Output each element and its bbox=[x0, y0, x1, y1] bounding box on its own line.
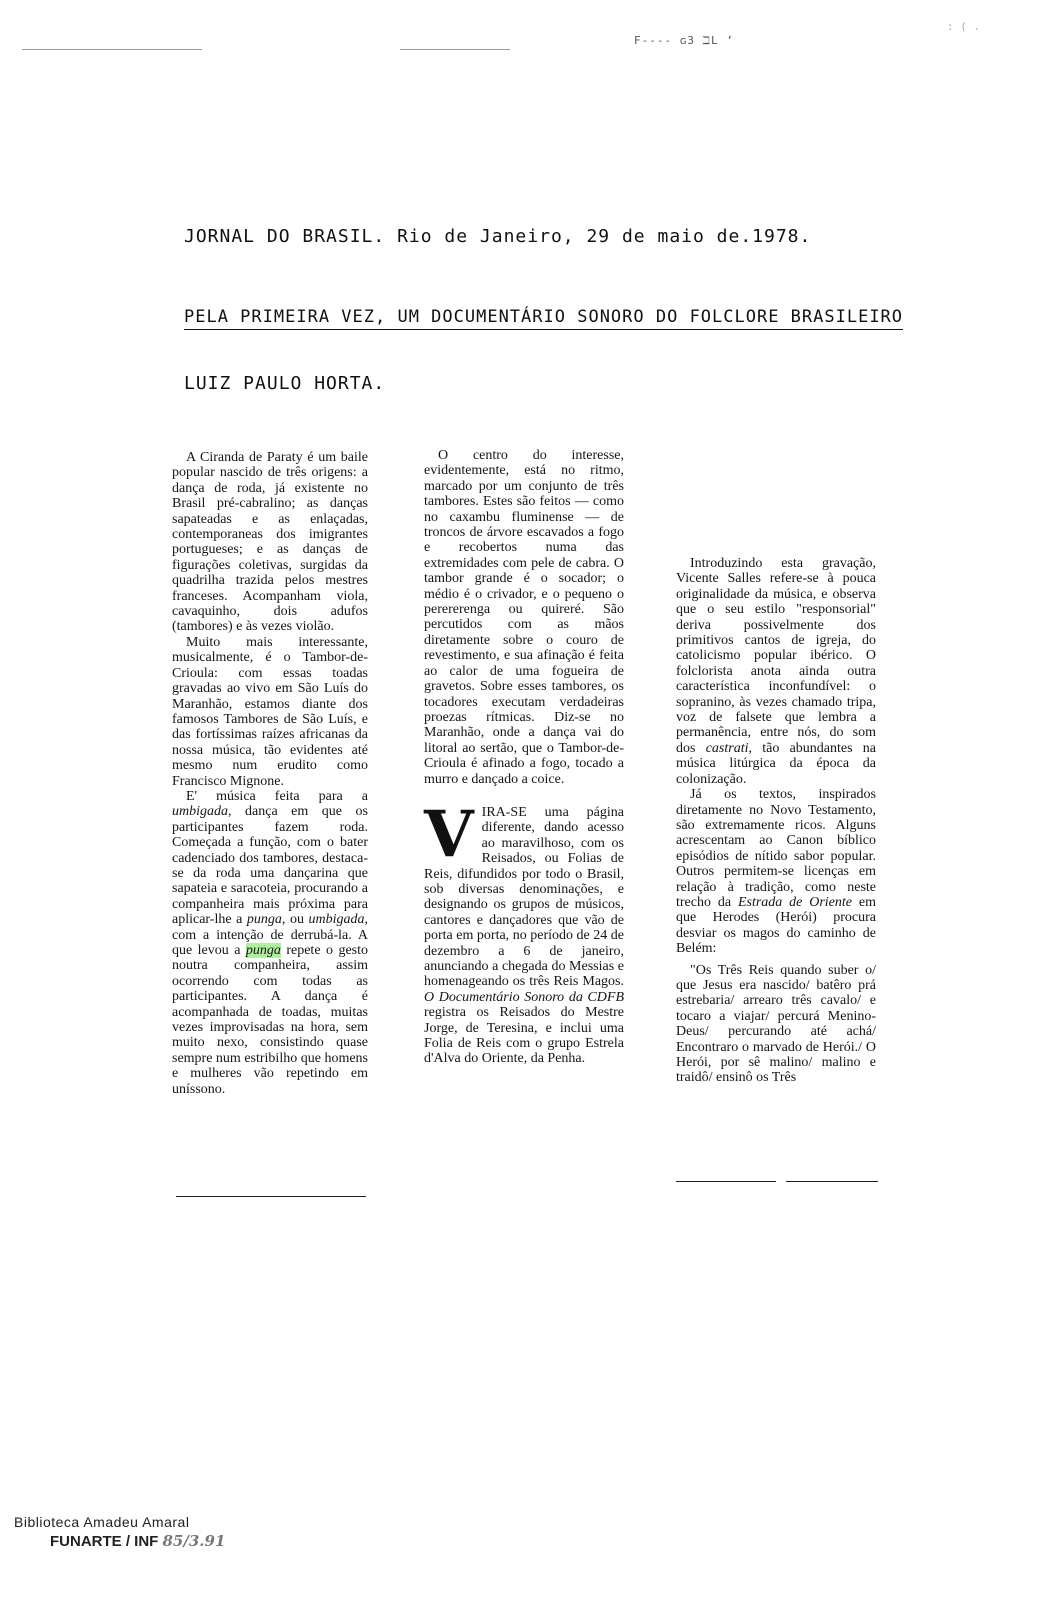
scan-edge-line bbox=[400, 49, 510, 50]
paragraph bbox=[172, 789, 368, 1097]
text-run: , dança em que os participantes fazem roda. Começada a função, com o bater cadenciado dos tambores, destaca-se da roda uma dançarina que sapateia e saracoteia, procurando a companheira mais próxima para aplicar-lhe a bbox=[172, 804, 368, 928]
drop-cap: V bbox=[424, 796, 474, 872]
handwritten-reference: 85/3.91 bbox=[162, 1532, 226, 1550]
newspaper-dateline: JORNAL DO BRASIL. Rio de Janeiro, 29 de maio de.1978. bbox=[184, 226, 812, 247]
text-run: IRA-SE uma página diferente, dando acesso ao maravilhoso, com os Reisados, ou Folias de Reis, difundidos por todo o Brasil, sob diversas denominações, e designando os grupos de músicos, cantores e dançadores que vão de porta em porta, no período de 24 de dezembro a 6 de janeiro, anunciando a chegada do Messias e homenageando os três Reis Magos. bbox=[424, 804, 624, 990]
article-title: PELA PRIMEIRA VEZ, UM DOCUMENTÁRIO SONORO DO FOLCLORE BRASILEIRO bbox=[184, 307, 903, 330]
library-stamp bbox=[14, 1514, 225, 1550]
paragraph bbox=[676, 787, 876, 956]
column-end-rule bbox=[676, 1181, 776, 1182]
stamp-library-name: Biblioteca Amadeu Amaral bbox=[14, 1514, 190, 1530]
text-run: repete o gesto noutra companheira, assim ocorrendo com todas as participantes. A dança é acompanhada de toadas, muitas vezes improvisadas na hora, sem muito nexo, consistindo quase sempre num estribilho que homens e mulheres vão repetindo em uníssono. bbox=[172, 943, 368, 1097]
stamp-institution bbox=[50, 1532, 225, 1550]
stamp-institution-label: FUNARTE / INF bbox=[50, 1533, 159, 1550]
paragraph bbox=[424, 796, 624, 1067]
paragraph: Muito mais interessante, musicalmente, é o Tambor-de-Crioula: com essas toadas gravadas ao vivo em São Luís do Maranhão, estamos diante dos famosos Tambores de São Luís, e das fortíssimas raízes africanas da nossa música, tão evidentes até mesmo num erudito como Francisco Mignone. bbox=[172, 634, 368, 789]
text-run: registra os Reisados do Mestre Jorge, de Teresina, e inclui uma Folia de Reis com o grupo Estrela d'Alva do Oriente, da Penha. bbox=[424, 1005, 624, 1067]
text-run: , tão abundantes na música litúrgica da época da colonização. bbox=[676, 740, 877, 787]
column-end-rule bbox=[786, 1181, 878, 1182]
text-run: Já os textos, inspirados diretamente no Novo Testamento, são extremamente ricos. Alguns acrescentam ao Canon bíblico episódios de nítido sabor popular. Outros permitem-se licenças em relação à tradição, como neste trecho da bbox=[676, 787, 876, 910]
article-author: LUIZ PAULO HORTA. bbox=[184, 373, 386, 394]
emphasis: punga bbox=[246, 912, 282, 928]
scan-edge-line bbox=[22, 49, 202, 50]
emphasis: castrati bbox=[705, 740, 749, 756]
text-run: E' música feita para a bbox=[186, 788, 368, 804]
column-end-rule bbox=[176, 1196, 366, 1197]
emphasis: umbigada bbox=[308, 912, 365, 928]
article-column-2 bbox=[424, 448, 624, 1067]
text-run: , ou bbox=[281, 912, 309, 928]
verse-quote: "Os Três Reis quando suber o/ que Jesus era nascido/ batêro prá estrebaria/ arrearo três cavalo/ e tocaro a viajar/ percurá Menino-Deus/ percurando até achá/ Encontraro o marvado de Herói./ O Herói, por sê malino/ malino e traidô/ ensinô os Três bbox=[676, 962, 876, 1086]
text-run: em que Herodes (Herói) procura desviar os magos do caminho de Belém: bbox=[676, 894, 876, 957]
emphasis: Estrada de Oriente bbox=[737, 894, 852, 910]
paragraph bbox=[676, 556, 876, 787]
emphasis: umbigada bbox=[172, 804, 228, 820]
paragraph: A Ciranda de Paraty é um baile popular nascido de três origens: a dança de roda, já existente no Brasil pré-cabralino; as danças sapateadas e as enlaçadas, contemporaneas dos imigrantes portugueses; e as danças de figurações coletivas, surgidas da quadrilha trazida pelos mestres franceses. Acompanham viola, cavaquinho, dois adufos (tambores) e às vezes violão. bbox=[172, 450, 368, 635]
text-run: , com a intenção de derrubá-la. A que levou a bbox=[172, 912, 368, 958]
scan-registration-mark: F---- ɢ3 ℶL ʼ bbox=[634, 34, 734, 47]
article-column-1 bbox=[172, 450, 368, 1097]
highlighted-word: punga bbox=[245, 943, 281, 958]
emphasis: O Documentário Sonoro da CDFB bbox=[424, 989, 624, 1005]
paragraph: O centro do interesse, evidentemente, está no ritmo, marcado por um conjunto de três tambores. Estes são feitos — como no caxambu fluminense — de troncos de árvore escavados a fogo e recobertos numa das extremidades com pele de cabra. O tambor grande é o socador; o médio é o crivador, e o pequeno o perererenga ou quireré. São percutidos com as mãos diretamente sobre o couro de revestimento, e sua afinação é feita ao calor de uma fogueira de gravetos. Sobre esses tambores, os tocadores executam verdadeiras proezas rítmicas. Diz-se no Maranhão, onde a dança vai do litoral ao sertão, que o Tambor-de-Crioula é afinado a fogo, tocado a murro e dançado a coice. bbox=[424, 448, 624, 787]
article-column-3 bbox=[676, 556, 876, 1086]
text-run: Introduzindo esta gravação, Vicente Salles refere-se à pouca originalidade da música, e observa que o seu estilo "responsorial" deriva possivelmente dos primitivos cantos de igreja, do catolicismo popular ibérico. O folclorista anota ainda outra característica inconfundível: o sopranino, às vezes chamado tripa, voz de falsete que lembra a permanência, entre nós, do som dos bbox=[676, 556, 876, 756]
scan-corner-mark: : ( . bbox=[946, 20, 980, 33]
